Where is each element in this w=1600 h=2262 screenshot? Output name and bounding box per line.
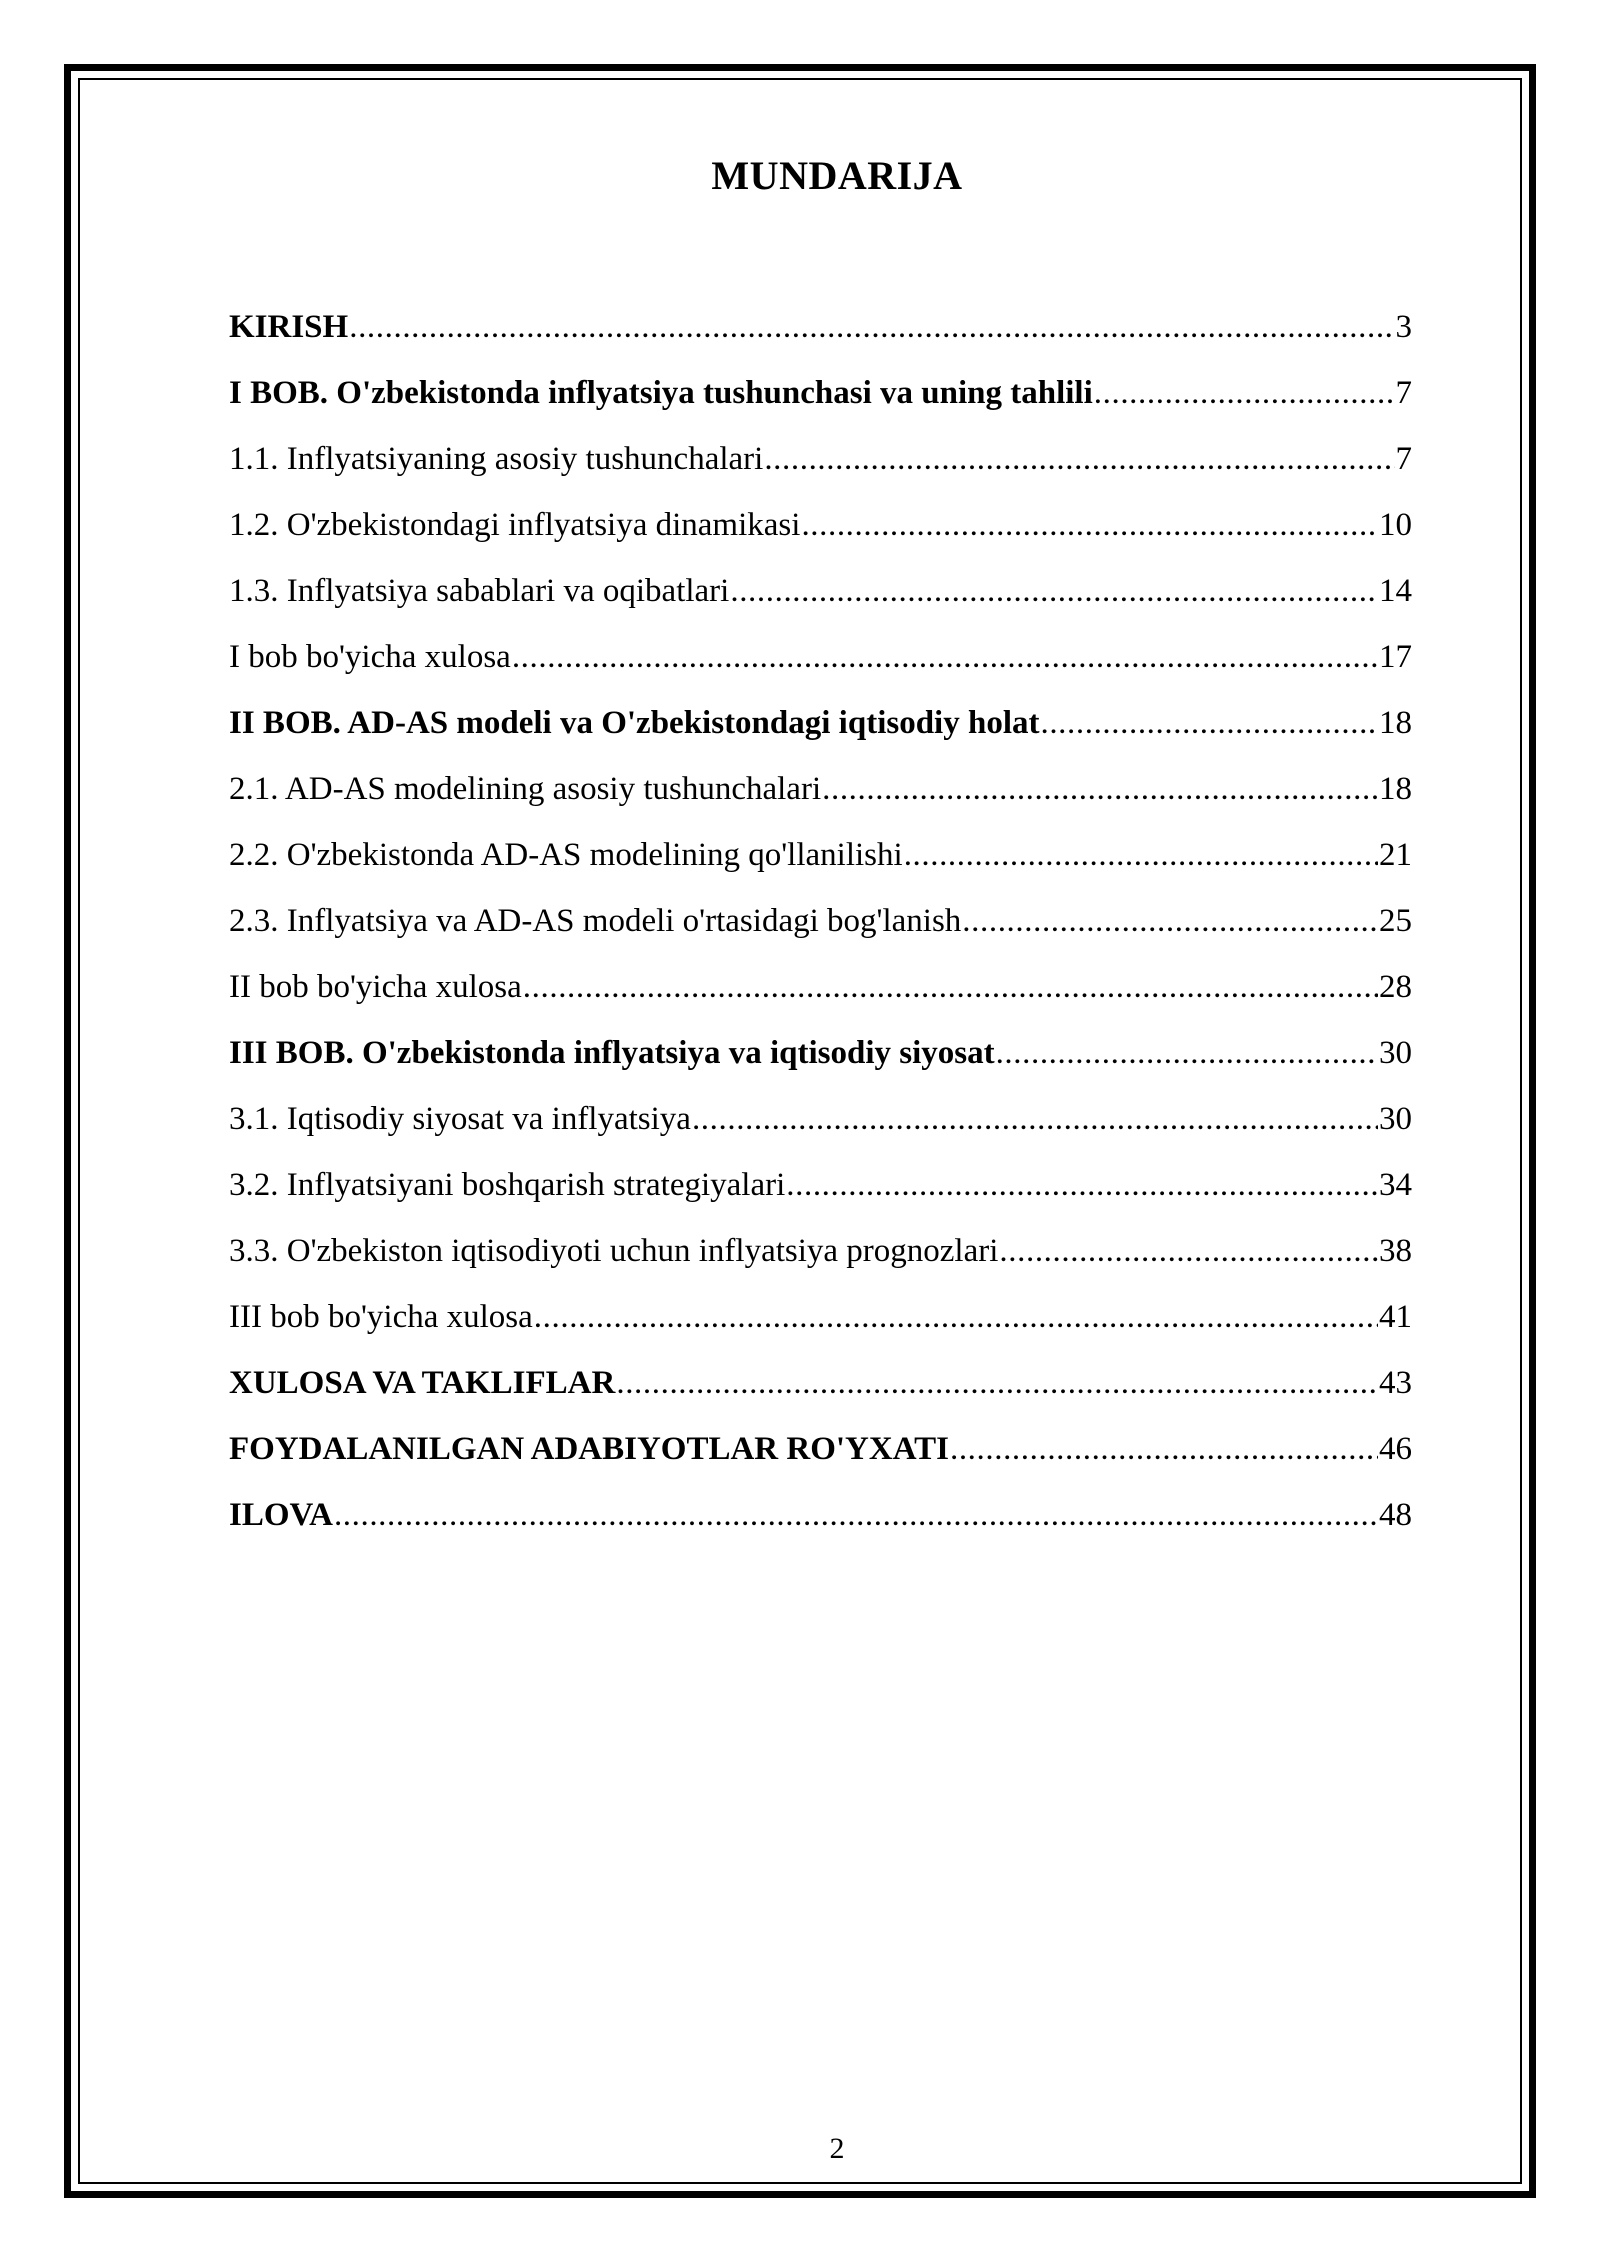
toc-entry[interactable] [229, 690, 1412, 756]
toc-entry-label: FOYDALANILGAN ADABIYOTLAR RO'YXATI [229, 1431, 949, 1467]
toc-entry-label: I BOB. O'zbekistonda inflyatsiya tushunchasi va uning tahlili [229, 375, 1093, 411]
toc-entry-label: 1.1. Inflyatsiyaning asosiy tushunchalari [229, 441, 764, 477]
toc-entry-label: 3.3. O'zbekiston iqtisodiyoti uchun inflyatsiya prognozlari [229, 1233, 999, 1269]
toc-dot-leader [801, 492, 1378, 558]
toc-entry-page: 7 [1395, 375, 1412, 411]
toc-entry-page: 21 [1379, 837, 1412, 873]
toc-dot-leader [692, 1086, 1378, 1152]
toc-entry[interactable] [229, 954, 1412, 1020]
toc-entry-page: 25 [1379, 903, 1412, 939]
toc-dot-leader [534, 1284, 1378, 1350]
toc-entry[interactable] [229, 1284, 1412, 1350]
toc-entry[interactable] [229, 1086, 1412, 1152]
toc-entry-page: 41 [1379, 1299, 1412, 1335]
table-of-contents [229, 294, 1412, 1548]
toc-entry-label: 2.3. Inflyatsiya va AD-AS modeli o'rtasidagi bog'lanish [229, 903, 962, 939]
toc-dot-leader [334, 1482, 1378, 1548]
toc-entry-page: 18 [1379, 705, 1412, 741]
toc-dot-leader [523, 954, 1378, 1020]
toc-dot-leader [996, 1020, 1378, 1086]
toc-entry[interactable] [229, 1482, 1412, 1548]
toc-entry[interactable] [229, 360, 1412, 426]
toc-entry[interactable] [229, 624, 1412, 690]
toc-dot-leader [822, 756, 1378, 822]
toc-entry[interactable] [229, 1218, 1412, 1284]
toc-entry-page: 46 [1379, 1431, 1412, 1467]
toc-entry-label: 3.1. Iqtisodiy siyosat va inflyatsiya [229, 1101, 691, 1137]
toc-entry-label: KIRISH [229, 309, 349, 345]
toc-entry-page: 7 [1395, 441, 1412, 477]
toc-entry-page: 34 [1379, 1167, 1412, 1203]
toc-entry-label: 3.2. Inflyatsiyani boshqarish strategiyalari [229, 1167, 786, 1203]
toc-dot-leader [730, 558, 1378, 624]
toc-entry[interactable] [229, 1020, 1412, 1086]
toc-entry[interactable] [229, 558, 1412, 624]
toc-entry[interactable] [229, 1350, 1412, 1416]
page-number: 2 [829, 2132, 845, 2165]
toc-entry-label: XULOSA VA TAKLIFLAR [229, 1365, 616, 1401]
toc-entry-label: ILOVA [229, 1497, 333, 1533]
toc-entry-label: 1.3. Inflyatsiya sabablari va oqibatlari [229, 573, 730, 609]
toc-dot-leader [950, 1416, 1378, 1482]
toc-entry-page: 43 [1379, 1365, 1412, 1401]
toc-entry-label: II BOB. AD-AS modeli va O'zbekistondagi iqtisodiy holat [229, 705, 1040, 741]
toc-entry[interactable] [229, 1416, 1412, 1482]
toc-entry-label: III BOB. O'zbekistonda inflyatsiya va iqtisodiy siyosat [229, 1035, 995, 1071]
toc-dot-leader [1040, 690, 1378, 756]
toc-entry-page: 30 [1379, 1035, 1412, 1071]
toc-dot-leader [904, 822, 1378, 888]
toc-dot-leader [764, 426, 1394, 492]
toc-entry[interactable] [229, 888, 1412, 954]
toc-entry-page: 3 [1395, 309, 1412, 345]
toc-dot-leader [512, 624, 1378, 690]
toc-dot-leader [786, 1152, 1378, 1218]
toc-dot-leader [616, 1350, 1378, 1416]
toc-entry-page: 14 [1379, 573, 1412, 609]
toc-entry-label: 2.1. AD-AS modelining asosiy tushunchalari [229, 771, 822, 807]
toc-entry-page: 30 [1379, 1101, 1412, 1137]
toc-entry-label: I bob bo'yicha xulosa [229, 639, 511, 675]
toc-dot-leader [999, 1218, 1378, 1284]
toc-dot-leader [349, 294, 1394, 360]
toc-entry-page: 38 [1379, 1233, 1412, 1269]
toc-dot-leader [1094, 360, 1395, 426]
toc-entry[interactable] [229, 1152, 1412, 1218]
toc-entry-page: 10 [1379, 507, 1412, 543]
toc-entry[interactable] [229, 492, 1412, 558]
toc-entry[interactable] [229, 756, 1412, 822]
toc-dot-leader [962, 888, 1378, 954]
toc-entry-label: 2.2. O'zbekistonda AD-AS modelining qo'llanilishi [229, 837, 903, 873]
toc-entry-page: 48 [1379, 1497, 1412, 1533]
toc-entry[interactable] [229, 294, 1412, 360]
toc-entry-label: II bob bo'yicha xulosa [229, 969, 522, 1005]
toc-entry-page: 17 [1379, 639, 1412, 675]
page-title: MUNDARIJA [711, 153, 963, 198]
toc-entry[interactable] [229, 426, 1412, 492]
toc-entry-page: 18 [1379, 771, 1412, 807]
toc-entry-page: 28 [1379, 969, 1412, 1005]
toc-entry-label: III bob bo'yicha xulosa [229, 1299, 533, 1335]
toc-entry[interactable] [229, 822, 1412, 888]
toc-entry-label: 1.2. O'zbekistondagi inflyatsiya dinamikasi [229, 507, 801, 543]
